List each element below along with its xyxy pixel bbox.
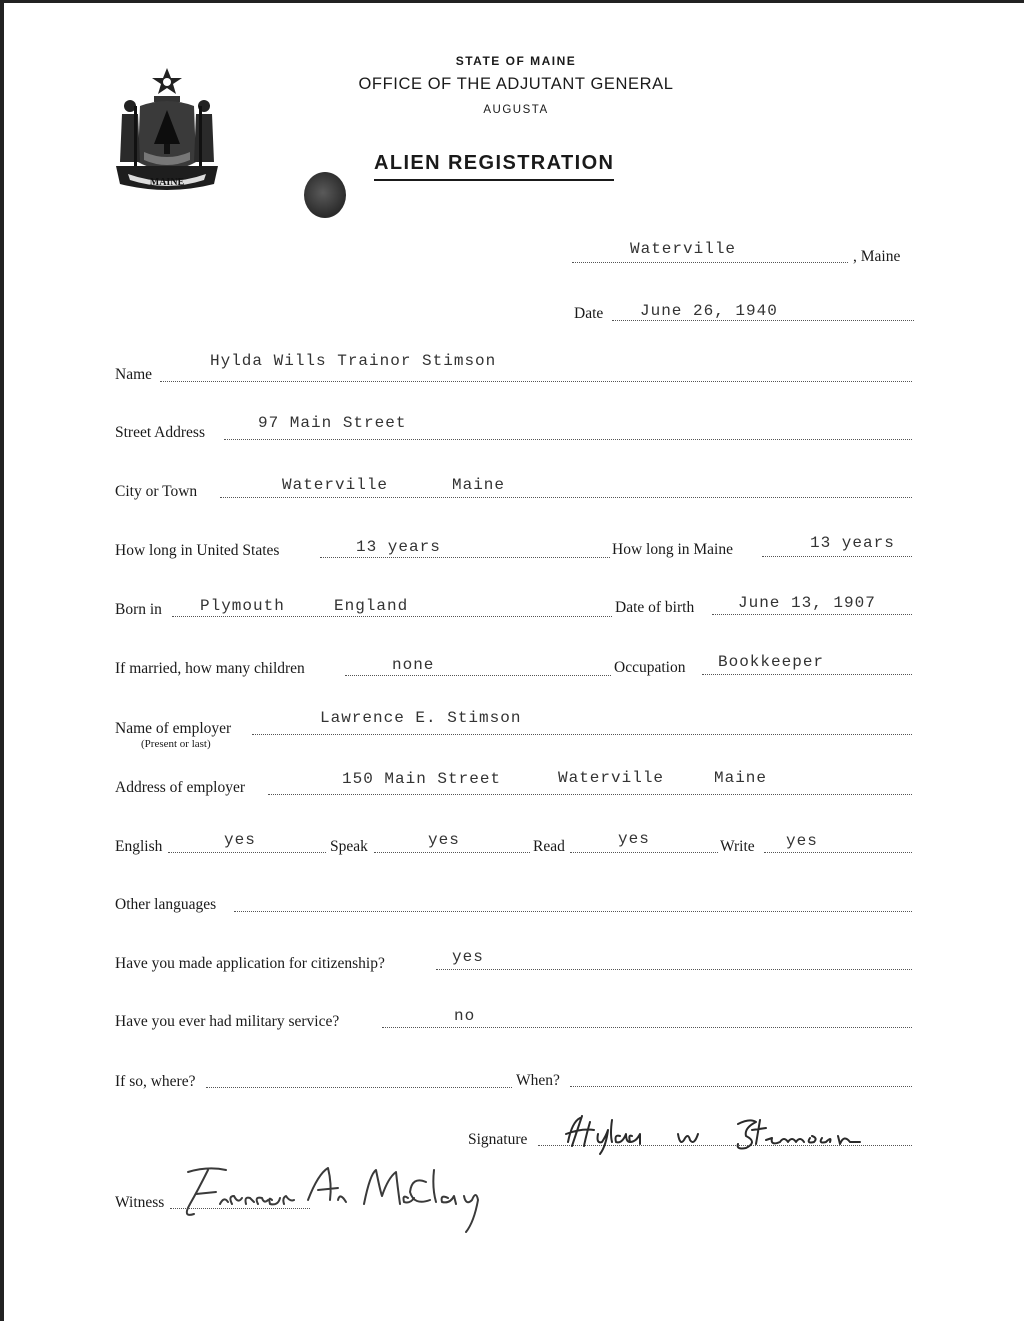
witness-handwriting bbox=[168, 1160, 548, 1240]
write-value: yes bbox=[786, 832, 818, 850]
children-line bbox=[345, 675, 611, 676]
when-label: When? bbox=[516, 1072, 560, 1089]
place-line bbox=[572, 262, 848, 263]
employer-address-label: Address of employer bbox=[115, 779, 245, 796]
dob-line bbox=[712, 614, 912, 615]
maine-duration-line bbox=[762, 556, 912, 557]
us-duration-value: 13 years bbox=[356, 538, 441, 556]
street-value: 97 Main Street bbox=[258, 414, 407, 432]
employer-label: Name of employer bbox=[115, 720, 232, 737]
born-label: Born in bbox=[115, 601, 162, 618]
maine-duration-value: 13 years bbox=[810, 534, 895, 552]
born-line bbox=[172, 616, 612, 617]
date-value: June 26, 1940 bbox=[640, 302, 778, 320]
name-label: Name bbox=[115, 366, 153, 383]
signature-handwriting bbox=[560, 1112, 880, 1156]
other-languages-line bbox=[234, 911, 912, 912]
speak-line bbox=[374, 852, 530, 853]
name-line bbox=[160, 381, 912, 382]
signature-label: Signature bbox=[468, 1131, 528, 1148]
form-title: ALIEN REGISTRATION bbox=[374, 152, 614, 181]
where-line bbox=[206, 1087, 512, 1088]
employer-address-street: 150 Main Street bbox=[342, 770, 502, 788]
header-office: OFFICE OF THE ADJUTANT GENERAL bbox=[358, 75, 674, 93]
dob-label: Date of birth bbox=[615, 599, 695, 616]
date-line bbox=[612, 320, 914, 321]
citizenship-label: Have you made application for citizenship? bbox=[115, 955, 385, 972]
children-label: If married, how many children bbox=[115, 660, 305, 677]
city-line bbox=[220, 497, 912, 498]
header-city: AUGUSTA bbox=[483, 104, 549, 116]
name-value: Hylda Wills Trainor Stimson bbox=[210, 352, 497, 370]
occupation-line bbox=[702, 674, 912, 675]
state-seal-icon bbox=[110, 66, 224, 196]
born-city-value: Plymouth bbox=[200, 597, 285, 615]
read-label: Read bbox=[533, 838, 565, 855]
occupation-value: Bookkeeper bbox=[718, 653, 825, 671]
street-line bbox=[224, 439, 912, 440]
place-state-label: , Maine bbox=[853, 248, 901, 265]
citizenship-line bbox=[436, 969, 912, 970]
employer-address-state: Maine bbox=[714, 769, 768, 787]
read-value: yes bbox=[618, 830, 650, 848]
children-value: none bbox=[392, 656, 435, 674]
read-line bbox=[570, 852, 718, 853]
employer-address-line bbox=[268, 794, 912, 795]
ink-blot bbox=[304, 172, 346, 218]
employer-value: Lawrence E. Stimson bbox=[320, 709, 522, 727]
occupation-label: Occupation bbox=[614, 659, 686, 676]
place-value: Waterville bbox=[630, 240, 737, 258]
dob-value: June 13, 1907 bbox=[738, 594, 876, 612]
employer-sublabel: (Present or last) bbox=[141, 738, 211, 750]
military-line bbox=[382, 1027, 912, 1028]
english-value: yes bbox=[224, 831, 256, 849]
write-line bbox=[764, 852, 912, 853]
us-duration-label: How long in United States bbox=[115, 542, 280, 559]
military-label: Have you ever had military service? bbox=[115, 1013, 340, 1030]
seal-text: MAINE bbox=[149, 177, 185, 188]
date-label: Date bbox=[574, 305, 604, 322]
when-line bbox=[570, 1086, 912, 1087]
english-label: English bbox=[115, 838, 163, 855]
born-country-value: England bbox=[334, 597, 409, 615]
maine-duration-label: How long in Maine bbox=[612, 541, 733, 558]
speak-value: yes bbox=[428, 831, 460, 849]
write-label: Write bbox=[720, 838, 755, 855]
speak-label: Speak bbox=[330, 838, 368, 855]
city-value: Waterville bbox=[282, 476, 389, 494]
witness-label: Witness bbox=[115, 1194, 165, 1211]
employer-line bbox=[252, 734, 912, 735]
citizenship-value: yes bbox=[452, 948, 484, 966]
military-value: no bbox=[454, 1007, 476, 1025]
street-label: Street Address bbox=[115, 424, 205, 441]
where-label: If so, where? bbox=[115, 1073, 196, 1090]
us-duration-line bbox=[320, 557, 610, 558]
header-state: STATE OF MAINE bbox=[455, 54, 577, 68]
employer-address-city: Waterville bbox=[558, 769, 665, 787]
city-state-value: Maine bbox=[452, 476, 506, 494]
english-line bbox=[168, 852, 326, 853]
city-label: City or Town bbox=[115, 483, 198, 500]
other-languages-label: Other languages bbox=[115, 896, 217, 913]
